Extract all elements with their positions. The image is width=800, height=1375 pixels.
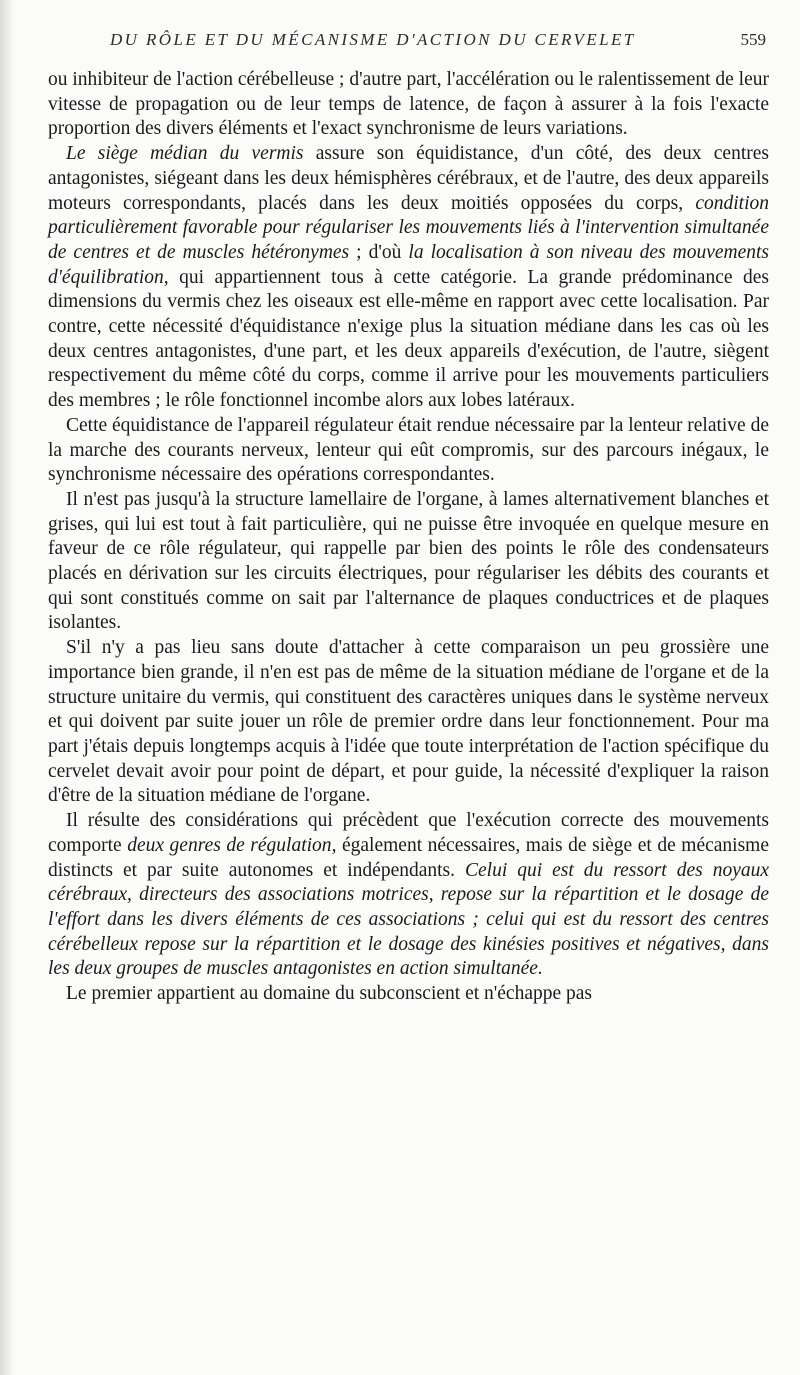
italic-segment: deux genres de régulation [127, 834, 332, 856]
body-text [48, 68, 769, 1007]
italic-segment: Celui qui est du ressort des noyaux cérébraux, directeurs des associations motrices, repose sur la répartition et le dosage de l'effort dans les divers éléments de ces associations ; celui qui est du ressort des centres cérébelleux repose sur la répartition et le dosage des kinésies positives et négatives, dans les deux groupes de muscles antagonistes en action simultanée. [48, 859, 769, 980]
page-number: 559 [740, 30, 766, 49]
text-segment: Le premier appartient au domaine du subconscient et n'échappe pas [66, 983, 593, 1005]
paragraph [48, 142, 769, 414]
paragraph [48, 68, 769, 142]
text-segment: Cette équidistance de l'appareil régulateur était rendue nécessaire par la lenteur relative de la marche des courants nerveux, lenteur qui eût compromis, sur des parcours inégaux, le synchronisme nécessaire des opérations correspondantes. [48, 414, 769, 486]
text-segment: ; d'où [349, 241, 409, 263]
paragraph [48, 488, 769, 636]
page-gutter-shadow [0, 0, 14, 1375]
italic-segment: la localisation à son niveau des mouvements d'équilibration [48, 241, 770, 288]
text-segment: S'il n'y a pas lieu sans doute d'attacher à cette comparaison un peu grossière une importance bien grande, il n'en est pas de même de la situation médiane de l'organe et de la structure unitaire du vermis, qui constituent des caractères uniques dans le système nerveux et qui doivent par suite jouer un rôle de premier ordre dans leur fonctionnement. Pour ma part j'étais depuis longtemps acquis à l'idée que toute interprétation de l'action spécifique du cervelet devait avoir pour point de départ, et pour guide, la nécessité d'expliquer la raison d'être de la situation médiane de l'organe. [48, 637, 769, 807]
italic-segment: Le siège médian du vermis [66, 143, 304, 165]
paragraph [48, 982, 769, 1007]
text-segment: assure son équidistance, d'un côté, des deux centres antagonistes, siégeant dans les deux hémisphères cérébraux, et de l'autre, des deux appareils moteurs correspondants, placés dans les deux moitiés opposées du corps, [48, 143, 769, 214]
paragraph [48, 636, 769, 809]
italic-segment: condition particulièrement favorable pour régulariser les mouvements liés à l'intervention simultanée de centres et de muscles hétéronymes [48, 192, 769, 263]
text-segment: , qui appartiennent tous à cette catégorie. La grande prédominance des dimensions du vermis chez les oiseaux est elle-même en rapport avec cette localisation. Par contre, cette nécessité d'équidistance n'exige plus la situation médiane dans les cas où les deux centres antagonistes, d'une part, et les deux appareils d'exécution, de l'autre, siègent respectivement du même côté du corps, comme il arrive pour les mouvements particuliers des membres ; le rôle fonctionnel incombe alors aux lobes latéraux. [48, 266, 769, 412]
text-segment: Il n'est pas jusqu'à la structure lamellaire de l'organe, à lames alternativement blanches et grises, qui lui est tout à fait particulière, qui ne puisse être invoquée en quelque mesure en faveur de ce rôle régulateur, qui rappelle par bien des points le rôle des condensateurs placés en dérivation sur les circuits électriques, pour régulariser les débits des courants et qui sont constitués comme on sait par l'alternance de plaques conductrices et de plaques isolantes. [48, 488, 769, 634]
paragraph [48, 809, 769, 982]
text-segment: , également nécessaires, mais de siège et de mécanisme distincts et par suite autonomes et indépendants. [48, 834, 769, 881]
paragraph [48, 414, 769, 488]
running-header: DU RÔLE ET DU MÉCANISME D'ACTION DU CERVELET [110, 30, 636, 49]
text-segment: ou inhibiteur de l'action cérébelleuse ; d'autre part, l'accélération ou le ralentissement de leur vitesse de propagation ou de leur temps de latence, de façon à assurer à la fois l'exacte proportion des divers éléments et l'exact synchronisme de leurs variations. [48, 69, 769, 140]
text-segment: Il résulte des considérations qui précèdent que l'exécution correcte des mouvements comporte [48, 810, 769, 856]
